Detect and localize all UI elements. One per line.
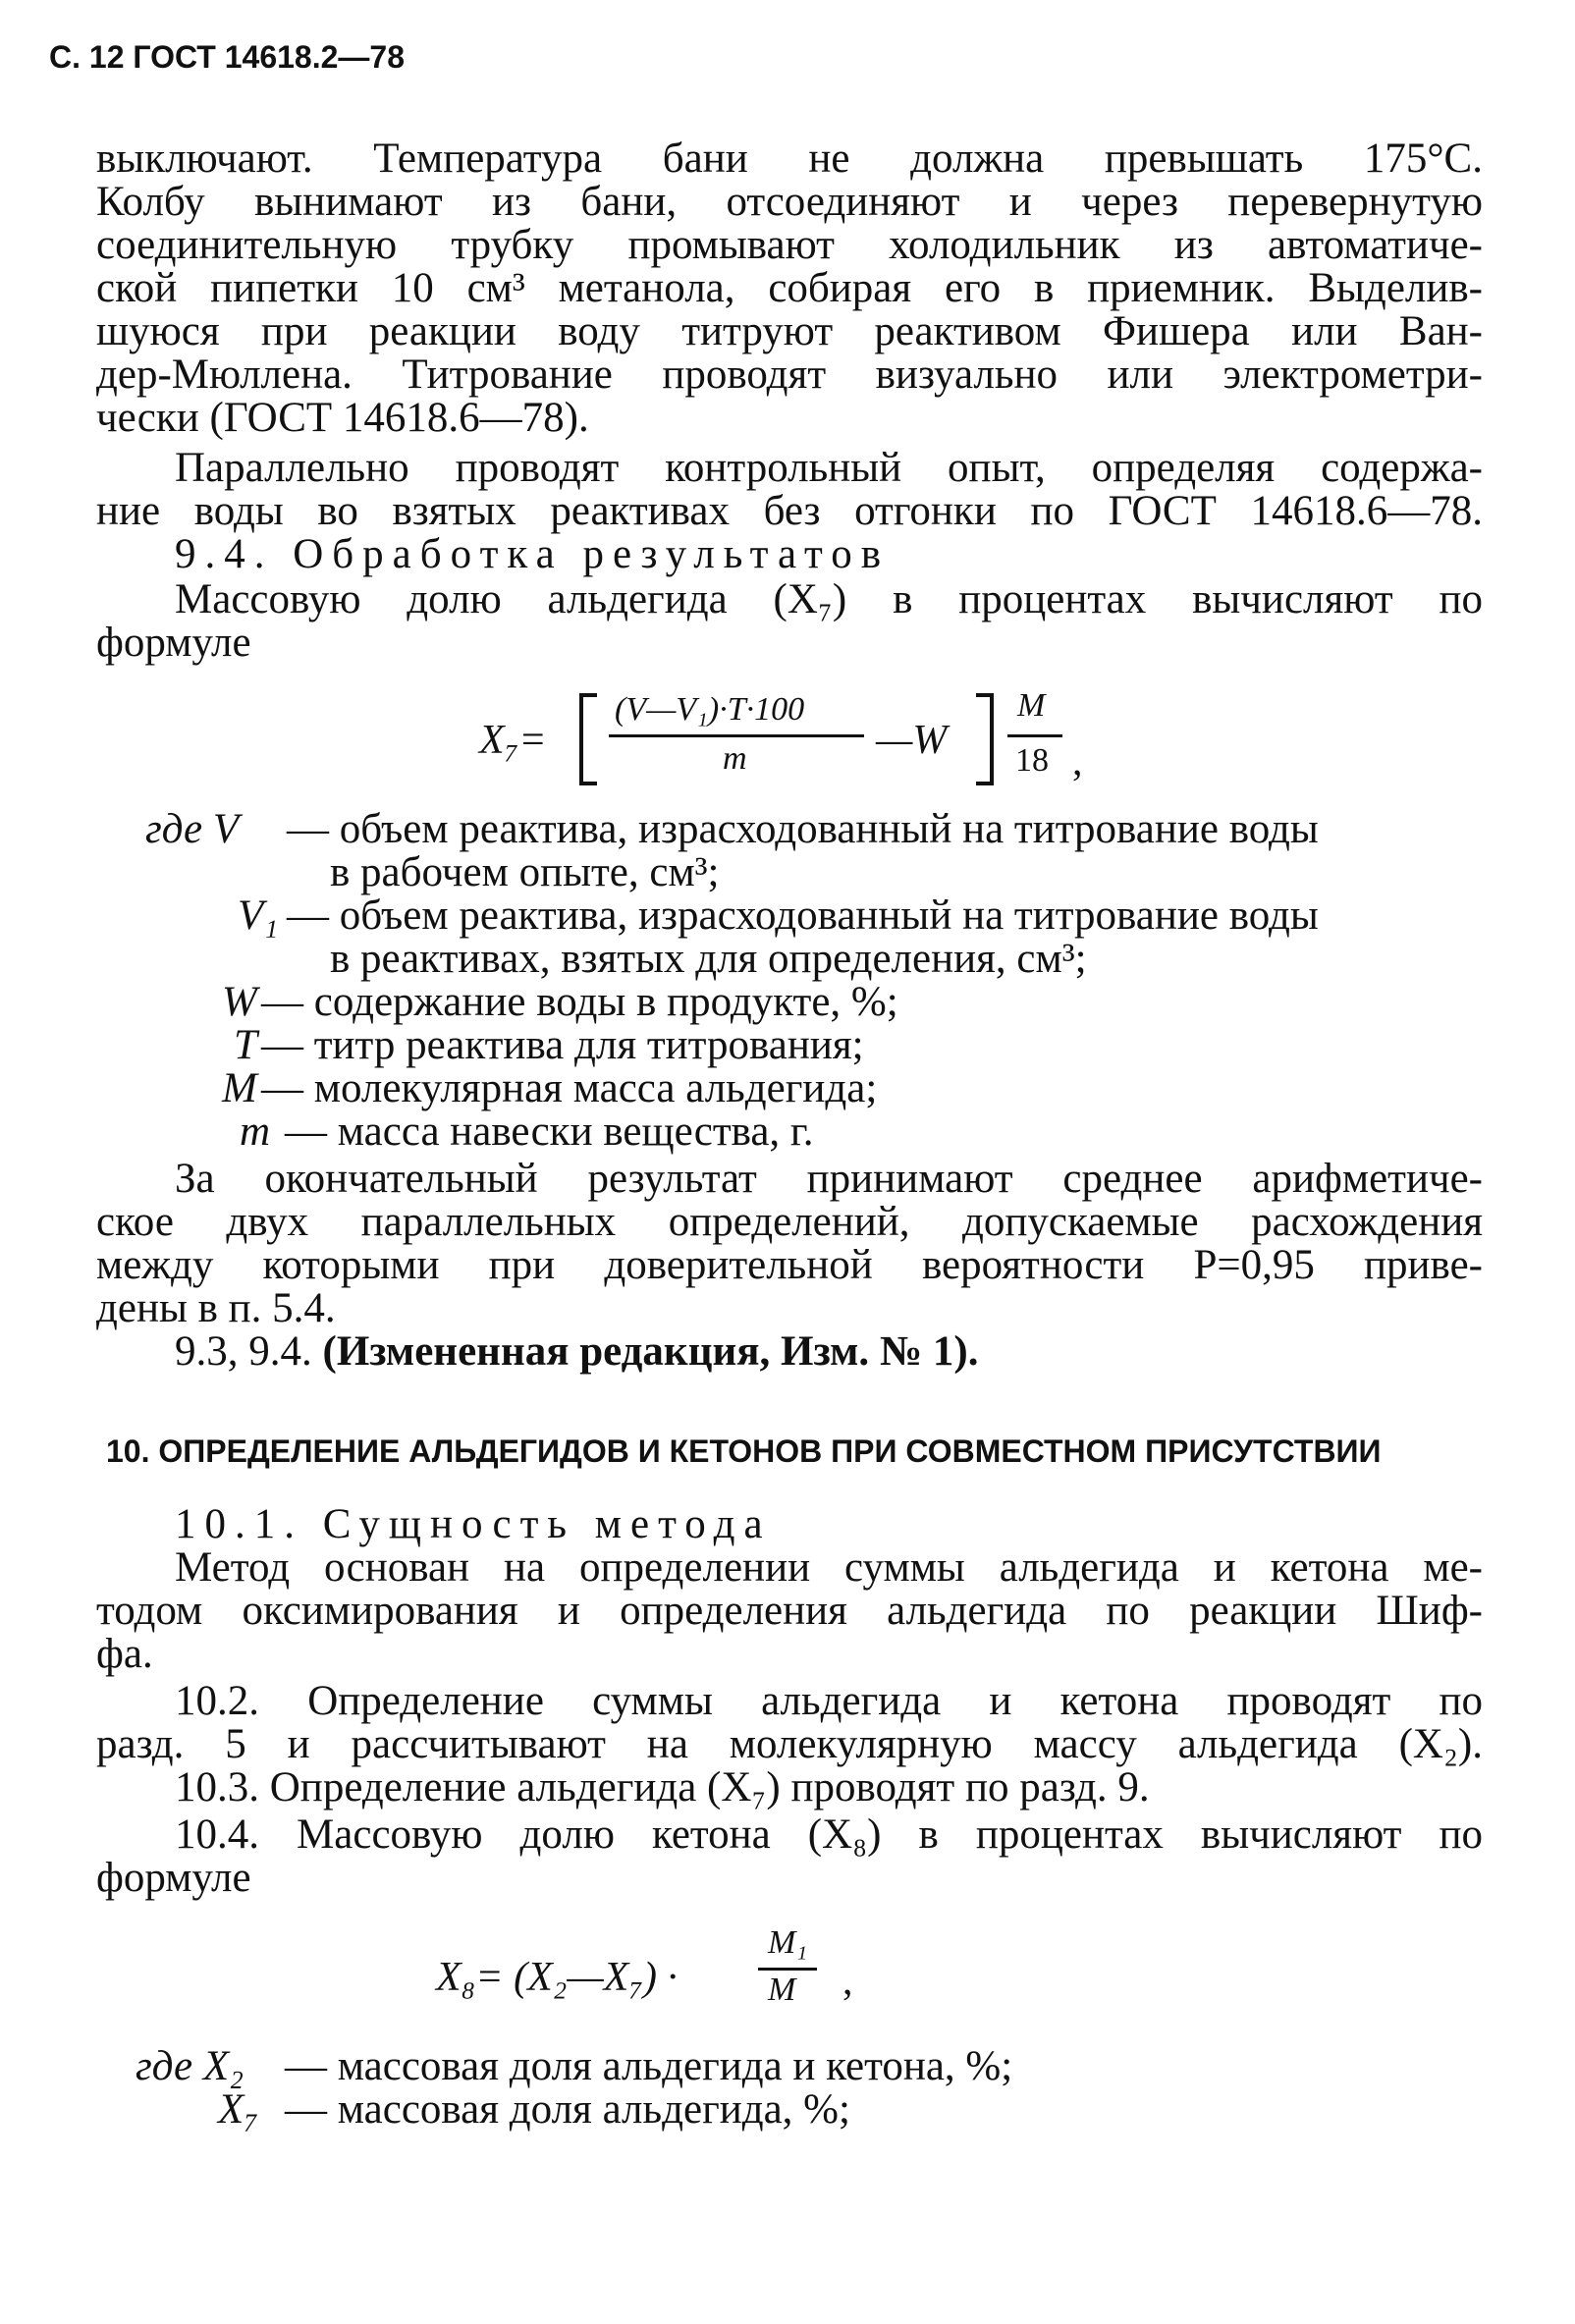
definition-symbol: T	[234, 1022, 257, 1068]
definition-symbol: V₁	[238, 892, 279, 939]
formula-numerator: (V—V₁)·T·100	[615, 691, 805, 728]
definition-text: — молекулярная масса альдегида;	[261, 1065, 878, 1111]
text-line: ской пипетки 10 см³ метанола, собирая его в приемник. Выделив-	[96, 265, 1483, 311]
text-line: ние воды во взятых реактивах без отгонки по ГОСТ 14618.6—78.	[96, 488, 1483, 534]
subsection-title-9-4: 9.4. Обработка результатов	[175, 531, 890, 577]
definition-text: — массовая доля альдегида и кетона, %;	[285, 2043, 1013, 2089]
fraction-bar	[1007, 734, 1062, 737]
text-line: 10.4. Массовую долю кетона (X₈) в процентах вычисляют по	[175, 1811, 1483, 1858]
formula-trail: ,	[1072, 739, 1083, 784]
text-line: Метод основан на определении суммы альдегида и кетона ме-	[175, 1544, 1483, 1591]
text-line: формуле	[96, 620, 251, 666]
subsection-title-10-1: 10.1. Сущность метода	[175, 1501, 772, 1547]
definition-symbol: M	[222, 1065, 257, 1111]
text-line: чески (ГОСТ 14618.6—78).	[96, 395, 589, 441]
definition-symbol: X₇	[218, 2086, 259, 2133]
definition-symbol: где X₂	[136, 2043, 244, 2089]
formula-minus-term: —W	[876, 718, 948, 763]
fraction-bar	[609, 734, 864, 737]
text-line: дер-Мюллена. Титрование проводят визуально или электрометри-	[96, 351, 1483, 398]
definition-text: — титр реактива для титрования;	[261, 1022, 864, 1068]
text-line: дены в п. 5.4.	[96, 1285, 336, 1331]
definition-symbol: где V	[145, 806, 240, 852]
definition-text: — массовая доля альдегида, %;	[285, 2086, 850, 2133]
definition-text: — содержание воды в продукте, %;	[261, 979, 898, 1025]
text-line: Массовую долю альдегида (X₇) в процентах вычисляют по	[175, 576, 1483, 622]
text-line: соединительную трубку промывают холодильник из автоматиче-	[96, 222, 1483, 268]
definition-text: в рабочем опыте, см³;	[330, 849, 720, 895]
definition-text: в реактивах, взятых для определения, см³;	[330, 936, 1087, 982]
formula-trail: ,	[842, 1959, 853, 2004]
text-line: между которыми при доверительной вероятности P=0,95 приве-	[96, 1242, 1483, 1288]
amendment-note	[175, 1327, 978, 1377]
text-line: Параллельно проводят контрольный опыт, определяя содержа-	[175, 445, 1483, 491]
right-bracket	[976, 693, 994, 785]
text-line: шуюся при реакции воду титруют реактивом Фишера или Ван-	[96, 308, 1483, 354]
formula-denominator: m	[723, 740, 747, 777]
text-line: 10.3. Определение альдегида (X₇) проводят по разд. 9.	[175, 1764, 1150, 1811]
text-line: формуле	[96, 1855, 251, 1901]
section-10-heading: 10. ОПРЕДЕЛЕНИЕ АЛЬДЕГИДОВ И КЕТОНОВ ПРИ СОВМЕСТНОМ ПРИСУТСТВИИ	[106, 1433, 1382, 1469]
text-line: За окончательный результат принимают среднее арифметиче-	[175, 1156, 1483, 1202]
fraction-bar	[758, 1968, 817, 1971]
formula-outer-numerator: M	[1017, 687, 1046, 724]
text-line: фа.	[96, 1631, 153, 1677]
text-line: тодом оксимирования и определения альдегида по реакции Шиф-	[96, 1588, 1483, 1634]
page-header: С. 12 ГОСТ 14618.2—78	[49, 39, 405, 75]
definition-text: — масса навески вещества, г.	[285, 1108, 814, 1155]
definition-symbol: m	[240, 1108, 271, 1155]
amendment-text: (Измененная редакция, Изм. № 1).	[322, 1328, 979, 1375]
text-line: ское двух параллельных определений, допускаемые расхождения	[96, 1199, 1483, 1245]
text-line: выключают. Температура бани не должна превышать 175°С.	[96, 135, 1483, 182]
text-line: 10.2. Определение суммы альдегида и кетона проводят по	[175, 1678, 1483, 1724]
formula-numerator: M₁	[768, 1924, 808, 1961]
formula-lhs: X₇=	[479, 718, 547, 763]
amendment-prefix: 9.3, 9.4.	[175, 1328, 312, 1375]
definition-symbol: W	[222, 979, 257, 1025]
left-bracket	[579, 693, 597, 785]
text-line: Колбу вынимают из бани, отсоединяют и через перевернутую	[96, 179, 1483, 225]
definition-text: — объем реактива, израсходованный на титрование воды	[287, 806, 1319, 852]
definition-text: — объем реактива, израсходованный на титрование воды	[287, 892, 1319, 939]
text-line: разд. 5 и рассчитывают на молекулярную массу альдегида (X₂).	[96, 1721, 1483, 1767]
formula-outer-denominator: 18	[1015, 742, 1049, 779]
formula-lhs: X₈= (X₂—X₇) ·	[436, 1955, 678, 2000]
formula-denominator: M	[768, 1972, 796, 2008]
